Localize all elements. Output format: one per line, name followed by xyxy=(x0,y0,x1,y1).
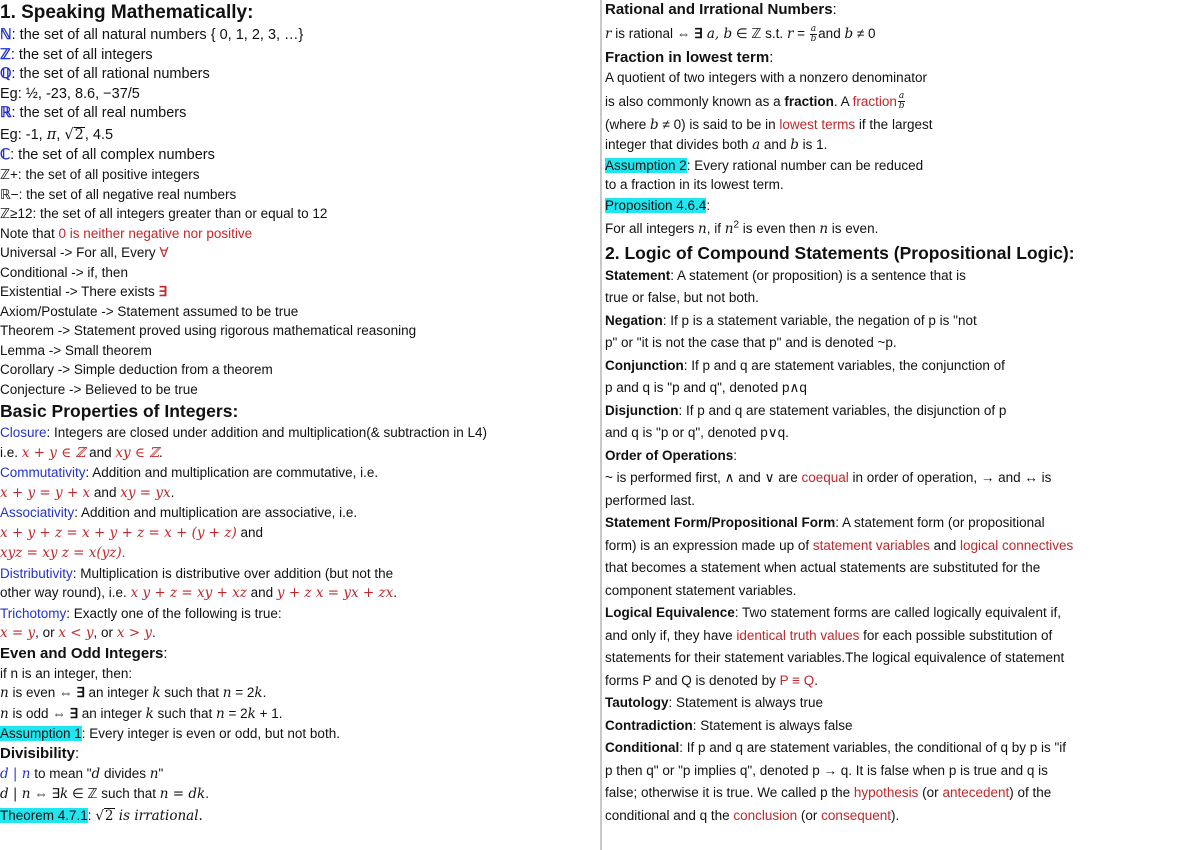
complex-line: ℂ: the set of all complex numbers xyxy=(0,146,215,163)
assumption-2-label: Assumption 2 xyxy=(605,157,687,173)
theorem-471-line: Theorem 4.7.1: √2 is irrational. xyxy=(0,807,203,824)
conjunction-def: Conjunction: If p and q are statement variables, the conjunction of xyxy=(605,357,1005,373)
statement-form-def-4: component statement variables. xyxy=(605,582,797,598)
contradiction-def: Contradiction: Statement is always false xyxy=(605,717,853,733)
distributivity-line: Distributivity: Multiplication is distributive over addition (but not the xyxy=(0,565,394,581)
fraction-text-4: integer that divides both a and b is 1. xyxy=(605,137,828,153)
logical-equivalence-def-4: forms P and Q is denoted by P ≡ Q. xyxy=(605,672,819,688)
divides-equivalence: d | n ⇔ ∃k ∈ ℤ such that n = dk. xyxy=(0,786,209,802)
lemma-line: Lemma -> Small theorem xyxy=(0,342,152,358)
assumption-2-cont: to a fraction in its lowest term. xyxy=(605,177,784,192)
existential-line: Existential -> There exists ∃ xyxy=(0,284,167,299)
statement-def: Statement: A statement (or proposition) is a sentence that is xyxy=(605,267,966,283)
theorem-line: Theorem -> Statement proved using rigorous mathematical reasoning xyxy=(0,323,417,338)
section-1-heading: 1. Speaking Mathematically: xyxy=(0,2,254,23)
order-ops-text: ~ is performed first, ∧ and ∨ are coequal in order of operation, → and ↔ is xyxy=(605,470,1052,485)
universal-line: Universal -> For all, Every ∀ xyxy=(0,245,169,260)
negative-reals-line: ℝ−: the set of all negative real numbers xyxy=(0,186,237,202)
positive-integers-line: ℤ+: the set of all positive integers xyxy=(0,167,200,182)
fraction-text-1: A quotient of two integers with a nonzero denominator xyxy=(605,70,927,85)
reals-line: ℝ: the set of all real numbers xyxy=(0,105,187,121)
logical-equivalence-def-2: and only if, they have identical truth values for each possible substitution of xyxy=(605,627,1053,643)
rational-definition: r is rational ⇔ ∃ a, b ∈ ℤ s.t. r = $\frac{a}{b}$ and b ≠ 0 xyxy=(605,23,876,44)
disjunction-def: Disjunction: If p and q are statement variables, the disjunction of p xyxy=(605,402,1007,418)
section-2-heading: 2. Logic of Compound Statements (Propositional Logic): xyxy=(605,242,1075,263)
fraction-a-over-b: $\frac{a}{b}$ xyxy=(898,91,905,112)
conditional-line: Conditional -> if, then xyxy=(0,264,128,280)
trichotomy-line: Trichotomy: Exactly one of the following is true: xyxy=(0,605,282,621)
divisibility-heading: Divisibility: xyxy=(0,744,80,762)
logical-equivalence-def-3: statements for their statement variables.The logical equivalence of statement xyxy=(605,650,1065,665)
rationals-line: ℚ: the set of all rational numbers xyxy=(0,66,210,82)
disjunction-def-2: and q is "p or q", denoted p∨q. xyxy=(605,425,789,440)
zero-note: Note that 0 is neither negative nor positive xyxy=(0,225,253,241)
rationals-example: Eg: ½, -23, 8.6, −37/5 xyxy=(0,85,140,102)
negation-def-2: p" or "it is not the case that p" and is denoted ~p. xyxy=(605,335,897,350)
integers-line: ℤ: the set of all integers xyxy=(0,46,153,63)
assumption-2-line: Assumption 2: Every rational number can be reduced xyxy=(605,157,924,173)
commutativity-line: Commutativity: Addition and multiplication are commutative, i.e. xyxy=(0,465,379,480)
even-definition: n is even ⇔ ∃ an integer k such that n = 2k. xyxy=(0,685,267,701)
exists-icon: ∃ xyxy=(69,705,79,721)
closure-formula: i.e. x + y ∈ ℤ and xy ∈ ℤ. xyxy=(0,444,163,461)
even-odd-heading: Even and Odd Integers: xyxy=(0,644,168,662)
lowest-term-heading: Fraction in lowest term: xyxy=(605,49,774,66)
axiom-line: Axiom/Postulate -> Statement assumed to be true xyxy=(0,303,299,319)
order-ops-text-2: performed last. xyxy=(605,492,696,508)
proposition-464-line: Proposition 4.6.4: xyxy=(605,197,711,213)
tautology-def: Tautology: Statement is always true xyxy=(605,695,824,710)
theorem-471-label: Theorem 4.7.1 xyxy=(0,807,88,823)
conjecture-line: Conjecture -> Believed to be true xyxy=(0,381,198,397)
distributivity-formula: other way round), i.e. x y + z = xy + xz and y + z x = yx + zx. xyxy=(0,585,397,601)
statement-def-2: true or false, but not both. xyxy=(605,290,759,305)
left-column xyxy=(0,0,598,827)
fraction-text-3: (where b ≠ 0) is said to be in lowest terms if the largest xyxy=(605,116,933,133)
conjunction-def-2: p and q is "p and q", denoted p∧q xyxy=(605,380,807,395)
fraction-text-2: is also commonly known as a fraction. A fraction $\frac{a}{b}$ xyxy=(605,91,905,112)
commutativity-formula: x + y = y + x and xy = yx. xyxy=(0,484,175,501)
statement-form-def-3: that becomes a statement when actual statements are substituted for the xyxy=(605,560,1041,575)
fraction-a-over-b: $\frac{a}{b}$ xyxy=(810,23,817,44)
rational-irrational-heading: Rational and Irrational Numbers: xyxy=(605,1,837,18)
conditional-def-2: p then q" or "p implies q", denoted p → q. It is false when p is true and q is xyxy=(605,762,1048,778)
exists-icon: ∃ xyxy=(158,284,167,299)
divides-definition: d | n to mean "d divides n" xyxy=(0,765,164,782)
associativity-line: Associativity: Addition and multiplication are associative, i.e. xyxy=(0,505,358,520)
assumption-1-line: Assumption 1: Every integer is even or odd, but not both. xyxy=(0,726,340,741)
statement-form-def-2: form) is an expression made up of statement variables and logical connectives xyxy=(605,537,1074,553)
conditional-def-3: false; otherwise it is true. We called p the hypothesis (or antecedent) of the xyxy=(605,785,1052,800)
conditional-def: Conditional: If p and q are statement variables, the conditional of q by p is "if xyxy=(605,740,1067,755)
forall-icon: ∀ xyxy=(159,245,169,260)
order-ops-heading: Order of Operations: xyxy=(605,447,738,463)
closure-line: Closure: Integers are closed under addition and multiplication(& subtraction in L4) xyxy=(0,425,488,440)
column-divider xyxy=(600,0,602,850)
associativity-formula-2: xyz = xy z = x(yz). xyxy=(0,545,126,561)
proposition-464-text: For all integers n, if $n^2$ is even then n is even. xyxy=(605,219,879,237)
statement-form-def: Statement Form/Propositional Form: A statement form (or propositional xyxy=(605,515,1045,530)
even-odd-intro: if n is an integer, then: xyxy=(0,665,133,681)
reals-example: Eg: -1, π, √2, 4.5 xyxy=(0,126,114,143)
trichotomy-formula: x = y, or x < y, or x > y. xyxy=(0,625,156,641)
exists-icon: ∃ xyxy=(694,26,703,41)
basic-properties-heading: Basic Properties of Integers: xyxy=(0,401,239,421)
integers-ge-12-line: ℤ≥12: the set of all integers greater than or equal to 12 xyxy=(0,206,328,221)
odd-definition: n is odd ⇔ ∃ an integer k such that n = 2k + 1. xyxy=(0,705,283,722)
naturals-line: ℕ: the set of all natural numbers { 0, 1, 2, 3, …} xyxy=(0,27,304,43)
exists-icon: ∃ xyxy=(76,685,85,700)
associativity-formula: x + y + z = x + y + z = x + (y + z) and xyxy=(0,524,264,541)
assumption-1-label: Assumption 1 xyxy=(0,726,82,741)
logical-equivalence-def: Logical Equivalence: Two statement forms are called logically equivalent if, xyxy=(605,605,1061,620)
conditional-def-4: conditional and q the conclusion (or consequent). xyxy=(605,807,900,823)
proposition-464-label: Proposition 4.6.4 xyxy=(605,197,707,213)
corollary-line: Corollary -> Simple deduction from a theorem xyxy=(0,362,273,377)
negation-def: Negation: If p is a statement variable, the negation of p is "not xyxy=(605,312,977,328)
right-column xyxy=(605,0,1200,827)
